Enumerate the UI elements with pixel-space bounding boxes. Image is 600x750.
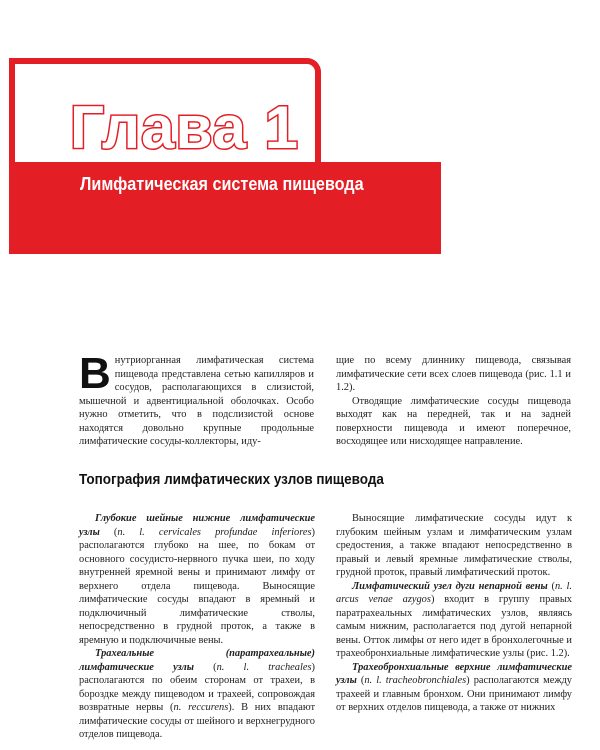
chapter-subtitle: Лимфатическая система пищевода: [80, 174, 364, 194]
body-column-left: [79, 512, 315, 742]
body-column-right: [336, 512, 572, 715]
term: Трахеобронхиальные верхние лимфатические узлы: [336, 661, 572, 686]
latin-term: n. l. tracheobronchiales: [364, 675, 467, 686]
term: Глубокие шейные нижние лимфатические узлы: [79, 513, 315, 538]
term: Лимфатический узел дуги непарной вены: [352, 580, 548, 592]
intro-column-left: [79, 349, 314, 449]
body-paragraph: Трахеобронхиальные верхние лимфатические узлы (n. l. tracheobronchiales) располагаются между трахеей и главным бронхом. Они принимают лимфу от верхних отделов пищевода, а также от нижних: [336, 661, 572, 713]
term: Трахеальные (паратрахеальные) лимфатические узлы: [79, 648, 315, 673]
chapter-title: Глава 1: [70, 94, 300, 161]
body-paragraph: Выносящие лимфатические сосуды идут к глубоким шейным узлам и лимфатическим узлам средостения, а также впадают непосредственно в правый и левый яремные лимфатические стволы, грудной проток, правый лимфатический проток.: [336, 513, 572, 578]
body-paragraph: Трахеальные (паратрахеальные) лимфатические узлы (n. l. tracheales) располагаются по обеим сторонам от трахеи, в бороздке между пищеводом и трахеей, сопровождая возвратные нервы (n. reccurens). В них впадают лимфатические сосуды от шейного и верхнегрудного отделов пищевода.: [79, 648, 315, 740]
latin-term: n. l. cervicales profundae inferiores: [117, 526, 312, 538]
drop-cap: В: [79, 349, 111, 398]
intro-column-right: [336, 354, 571, 449]
body-paragraph: Лимфатический узел дуги непарной вены (n. l. arcus venae azygos) входит в группу правых паратрахеальных лимфатических узлов, являясь самым нижним, располагается под дугой непарной вены. Отток лимфы от него идет в бронхолегочные и трахеобронхиальные лимфатические узлы (рис. 1.2).: [336, 580, 572, 659]
intro-text-left: нутриорганная лимфатическая система пищевода представлена сетью капилляров и сосудов, располагающихся в слизистой, мышечной и адвентициальной оболочках. Особо нужно отметить, что в подслизистой основе находятся довольно крупные продольные лимфатические сосуды-коллекторы, иду-: [79, 355, 314, 447]
latin-term: n. l. tracheales: [216, 661, 312, 673]
body-paragraph: Глубокие шейные нижние лимфатические узлы (n. l. cervicales profundae inferiores) располагаются глубоко на шее, по бокам от основного сосудисто-нервного пучка шеи, по ходу внутренней яремной вены и принимают лимфу от верхнего отдела пищевода. Выносящие лимфатические сосуды впадают в яремный и подключичный лимфатические стволы, непосредственно в грудной проток, а также в яремную и подключичные вены.: [79, 513, 315, 646]
intro-paragraph: щие по всему длиннику пищевода, связывая лимфатические сети всех слоев пищевода (рис. 1.1 и 1.2).: [336, 355, 571, 393]
intro-paragraph: Отводящие лимфатические сосуды пищевода выходят как на передней, так и на задней поверхности пищевода и имеют поперечное, восходящее или нисходящее направление.: [336, 395, 571, 447]
latin-term: n. l. arcus venae azygos: [336, 580, 572, 605]
latin-term: n. reccurens: [173, 702, 229, 713]
section-heading: Топография лимфатических узлов пищевода: [79, 472, 384, 488]
